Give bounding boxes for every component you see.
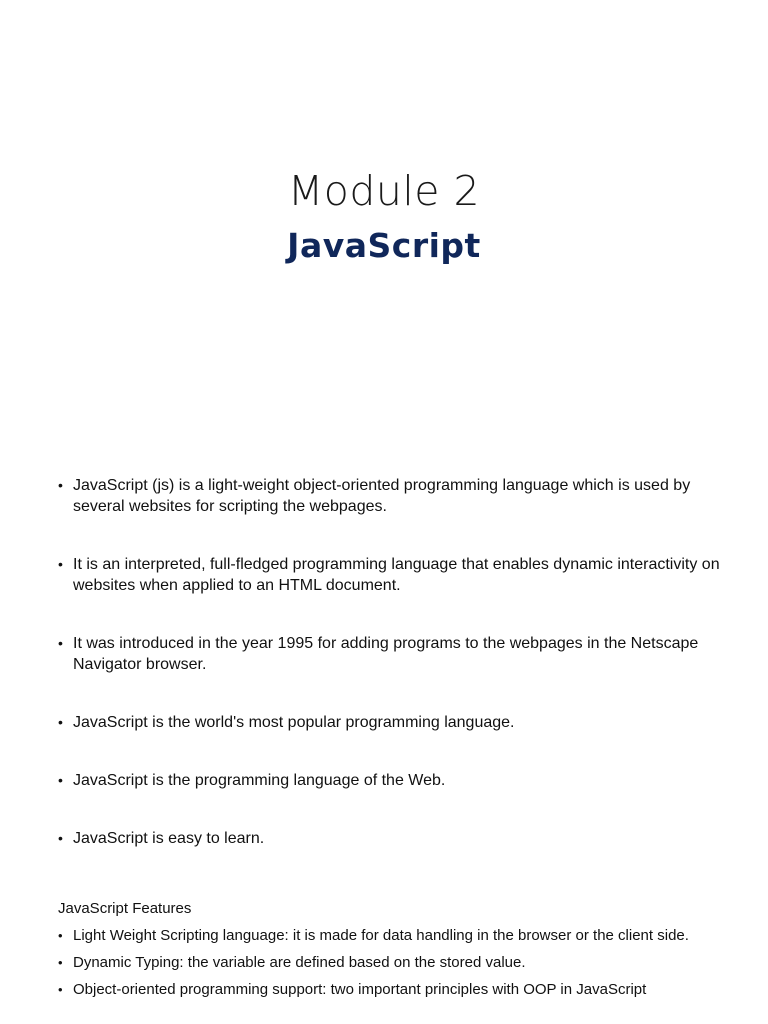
bullet-text: JavaScript (js) is a light-weight object-oriented programming language which is used by several websites for scripting the webpages. [73,477,691,515]
bullet-text: JavaScript is the world's most popular programming language. [73,714,515,731]
list-item [58,475,738,517]
feature-text: Dynamic Typing: the variable are defined based on the stored value. [73,954,526,971]
bullet-text: It was introduced in the year 1995 for adding programs to the webpages in the Netscape Navigator browser. [73,635,699,673]
list-item [58,712,738,733]
page-title: Module 2 [287,167,481,215]
list-item [58,953,738,972]
bullet-text: It is an interpreted, full-fledged programming language that enables dynamic interactivity on websites when applied to an HTML document. [73,556,720,594]
list-item [58,828,738,849]
bullet-icon: • [58,772,63,788]
list-item [58,926,738,945]
bullet-icon: • [58,556,63,572]
title-block [0,166,768,267]
features-heading: JavaScript Features [58,900,192,917]
bullet-icon: • [58,955,63,970]
bullet-icon: • [58,477,63,493]
bullet-icon: • [58,928,63,943]
feature-text: Object-oriented programming support: two important principles with OOP in JavaScript [73,981,647,998]
bullet-icon: • [58,982,63,997]
bullet-icon: • [58,830,63,846]
list-item [58,633,738,675]
page-subtitle: JavaScript [287,226,481,265]
bullet-text: JavaScript is the programming language of the Web. [73,772,446,789]
list-item [58,770,738,791]
intro-bullet-list [58,475,738,886]
feature-text: Light Weight Scripting language: it is made for data handling in the browser or the client side. [73,927,689,944]
bullet-text: JavaScript is easy to learn. [73,830,265,847]
bullet-icon: • [58,714,63,730]
list-item [58,554,738,596]
bullet-icon: • [58,635,63,651]
features-list [58,926,738,1007]
list-item [58,980,738,999]
